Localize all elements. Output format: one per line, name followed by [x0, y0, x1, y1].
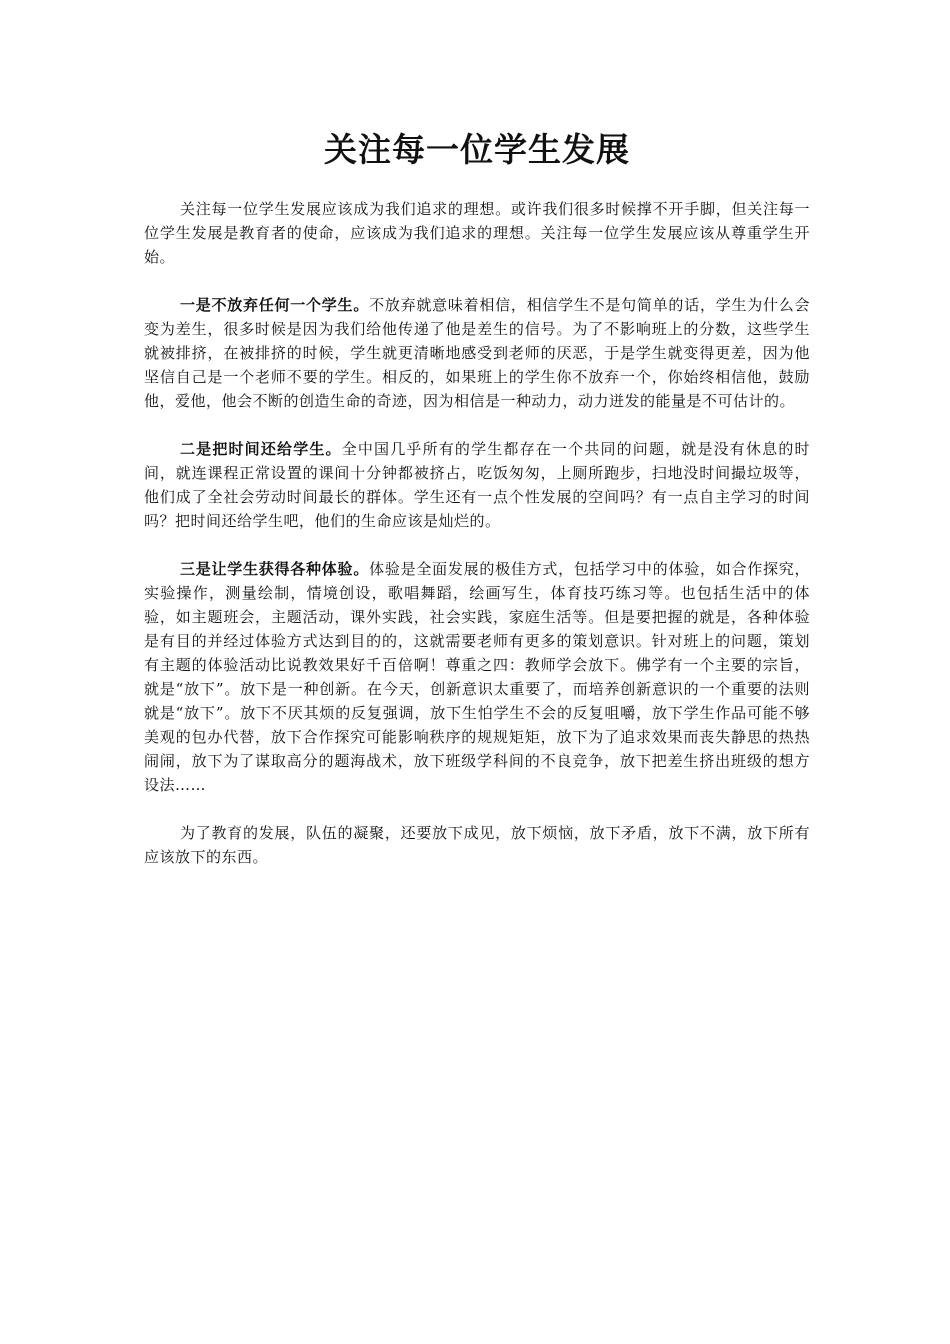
- paragraph-text: 关注每一位学生发展应该成为我们追求的理想。或许我们很多时候撑不开手脚，但关注每一位学生发展是教育者的使命，应该成为我们追求的理想。关注每一位学生发展应该从尊重学生开始。: [144, 200, 810, 266]
- paragraph-point-one: [144, 293, 810, 413]
- paragraph-text: 不放弃就意味着相信，相信学生不是句简单的话，学生为什么会变为差生，很多时候是因为我们给他传递了他是差生的信号。为了不影响班上的分数，这些学生就被排挤，在被排挤的时候，学生就更清晰地感受到老师的厌恶，于是学生就变得更差，因为他坚信自己是一个老师不要的学生。相反的，如果班上的学生你不放弃一个，你始终相信他，鼓励他，爱他，他会不断的创造生命的奇迹，因为相信是一种动力，动力迸发的能量是不可估计的。: [144, 296, 810, 410]
- paragraph-text: 体验是全面发展的极佳方式，包括学习中的体验，如合作探究，实验操作，测量绘制，情境创设，歌唱舞蹈，绘画写生，体育技巧练习等。也包括生活中的体验，如主题班会，主题活动，课外实践，社会实践，家庭生活等。但是要把握的就是，各种体验是有目的并经过体验方式达到目的的，这就需要老师有更多的策划意识。针对班上的问题，策划有主题的体验活动比说教效果好千百倍啊！尊重之四：教师学会放下。佛学有一个主要的宗旨，就是“放下”。放下是一种创新。在今天，创新意识太重要了，而培养创新意识的一个重要的法则就是“放下”。放下不厌其烦的反复强调，放下生怕学生不会的反复咀嚼，放下学生作品可能不够美观的包办代替，放下合作探究可能影响秩序的规规矩矩，放下为了追求效果而丧失静思的热热闹闹，放下为了谋取高分的题海战术，放下班级学科间的不良竞争，放下把差生挤出班级的想方设法……: [144, 560, 810, 794]
- paragraph-lead: 三是让学生获得各种体验。: [180, 560, 370, 578]
- paragraph-point-three: [144, 557, 810, 797]
- paragraph-intro: [144, 197, 810, 269]
- paragraph-lead: 二是把时间还给学生。: [180, 440, 342, 458]
- document-title: 关注每一位学生发展: [324, 130, 630, 169]
- paragraph-lead: 一是不放弃任何一个学生。: [180, 296, 370, 314]
- document-body: [144, 197, 810, 893]
- paragraph-conclusion: [144, 821, 810, 869]
- paragraph-text: 全中国几乎所有的学生都存在一个共同的问题，就是没有休息的时间，就连课程正常设置的课间十分钟都被挤占，吃饭匆匆，上厕所跑步，扫地没时间撮垃圾等，他们成了全社会劳动时间最长的群体。学生还有一点个性发展的空间吗？有一点自主学习的时间吗？把时间还给学生吧，他们的生命应该是灿烂的。: [144, 440, 810, 530]
- paragraph-text: 为了教育的发展，队伍的凝聚，还要放下成见，放下烦恼，放下矛盾，放下不满，放下所有应该放下的东西。: [144, 824, 810, 866]
- paragraph-point-two: [144, 437, 810, 533]
